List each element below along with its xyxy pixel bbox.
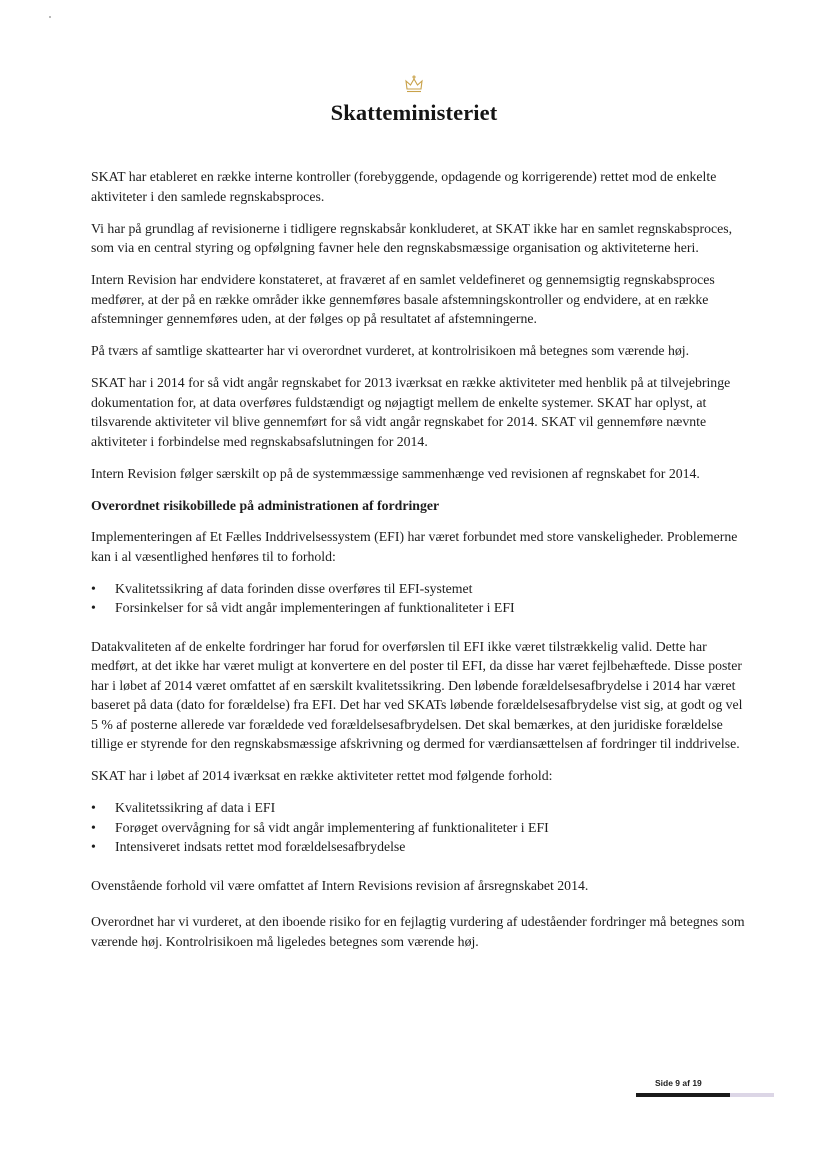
scan-speck [49, 16, 51, 18]
page-title: Skatteministeriet [330, 100, 498, 125]
bullet-list [91, 579, 751, 618]
list-item: • Forøget overvågning for så vidt angår implementering af funktionaliteter i EFI [91, 818, 751, 838]
section-intro: Implementeringen af Et Fælles Inddrivelsessystem (EFI) har været forbundet med store vanskeligheder. Problemerne kan i al væsentlighed henføres til to forhold: [91, 529, 738, 564]
footer-bar [636, 1093, 730, 1097]
activities-intro: SKAT har i løbet af 2014 iværksat en række aktiviteter rettet mod følgende forhold: [91, 768, 553, 783]
closing-paragraph: Overordnet har vi vurderet, at den iboende risiko for en fejlagtig vurdering af udeståender fordringer må betegnes som værende høj. Kontrolrisikoen må ligeledes betegnes som værende høj. [91, 914, 745, 949]
list-item: • Kvalitetssikring af data forinden disse overføres til EFI-systemet [91, 579, 751, 599]
list-item: • Forsinkelser for så vidt angår implementeringen af funktionaliteter i EFI [91, 598, 751, 618]
crown-icon [403, 74, 425, 96]
bullet-list [91, 798, 751, 857]
footer-bar-accent [730, 1093, 774, 1097]
list-item: • Kvalitetssikring af data i EFI [91, 798, 751, 818]
section-heading: Overordnet risikobillede på administrationen af fordringer [91, 497, 440, 513]
paragraph: SKAT har etableret en række interne kontroller (forebyggende, opdagende og korrigerende) rettet mod de enkelte aktiviteter i den samlede regnskabsproces. [91, 169, 717, 204]
paragraph: Intern Revision har endvidere konstateret, at fraværet af en samlet veldefineret og gennemsigtig regnskabsproces medfører, at der på en række områder ikke gennemføres basale afstemningskontroller og endvidere, at en række afstemninger gennemføres uden, at der følges op på resultatet af afstemningerne. [91, 272, 715, 326]
document-body [91, 167, 751, 964]
paragraph: SKAT har i 2014 for så vidt angår regnskabet for 2013 iværksat en række aktiviteter med henblik på at tilvejebringe dokumentation for, at data overføres fuldstændigt og nøjagtigt mellem de enkelte systemer. SKAT har oplyst, at tilsvarende aktiviteter vil blive gennemført for så vidt angår regnskabet for 2014. SKAT vil gennemføre nævnte aktiviteter i forbindelse med regnskabsafslutningen for 2014. [91, 375, 731, 449]
paragraph: På tværs af samtlige skattearter har vi overordnet vurderet, at kontrolrisikoen må betegnes som værende høj. [91, 343, 690, 358]
paragraph: Vi har på grundlag af revisionerne i tidligere regnskabsår konkluderet, at SKAT ikke har en samlet regnskabsproces, som via en central styring og opfølgning favner hele den regnskabsmæssige organisation og aktiviteterne heri. [91, 220, 733, 255]
data-quality-paragraph: Datakvaliteten af de enkelte fordringer har forud for overførslen til EFI ikke været tilstrækkelig valid. Dette har medført, at det ikke har været muligt at konvertere en del poster til EFI, da disse har været fejlbehæftede. Disse poster har i løbet af 2014 været omfattet af en særskilt kvalitetssikring. Den løbende forældelsesafbrydelse i 2014 har været baseret på data (dato for forældelse) fra EFI. Det har ved SKATs løbende forældelsesafbrydelse vist sig, at godt og vel 5 % af posterne allerede var forældede ved forældelsesafbrydelsen. Det skal bemærkes, at den juridiske forældelse tillige er styrende for den regnskabsmæssige afskrivning og dermed for værdiansættelsen af fordringer til inddrivelse. [91, 638, 743, 751]
page-number: Side 9 af 19 [655, 1078, 702, 1088]
paragraph: Intern Revision følger særskilt op på de systemmæssige sammenhænge ved revisionen af regnskabet for 2014. [91, 465, 700, 481]
closing-paragraph: Ovenstående forhold vil være omfattet af Intern Revisions revision af årsregnskabet 2014. [91, 877, 589, 893]
list-item: • Intensiveret indsats rettet mod forældelsesafbrydelse [91, 837, 751, 857]
